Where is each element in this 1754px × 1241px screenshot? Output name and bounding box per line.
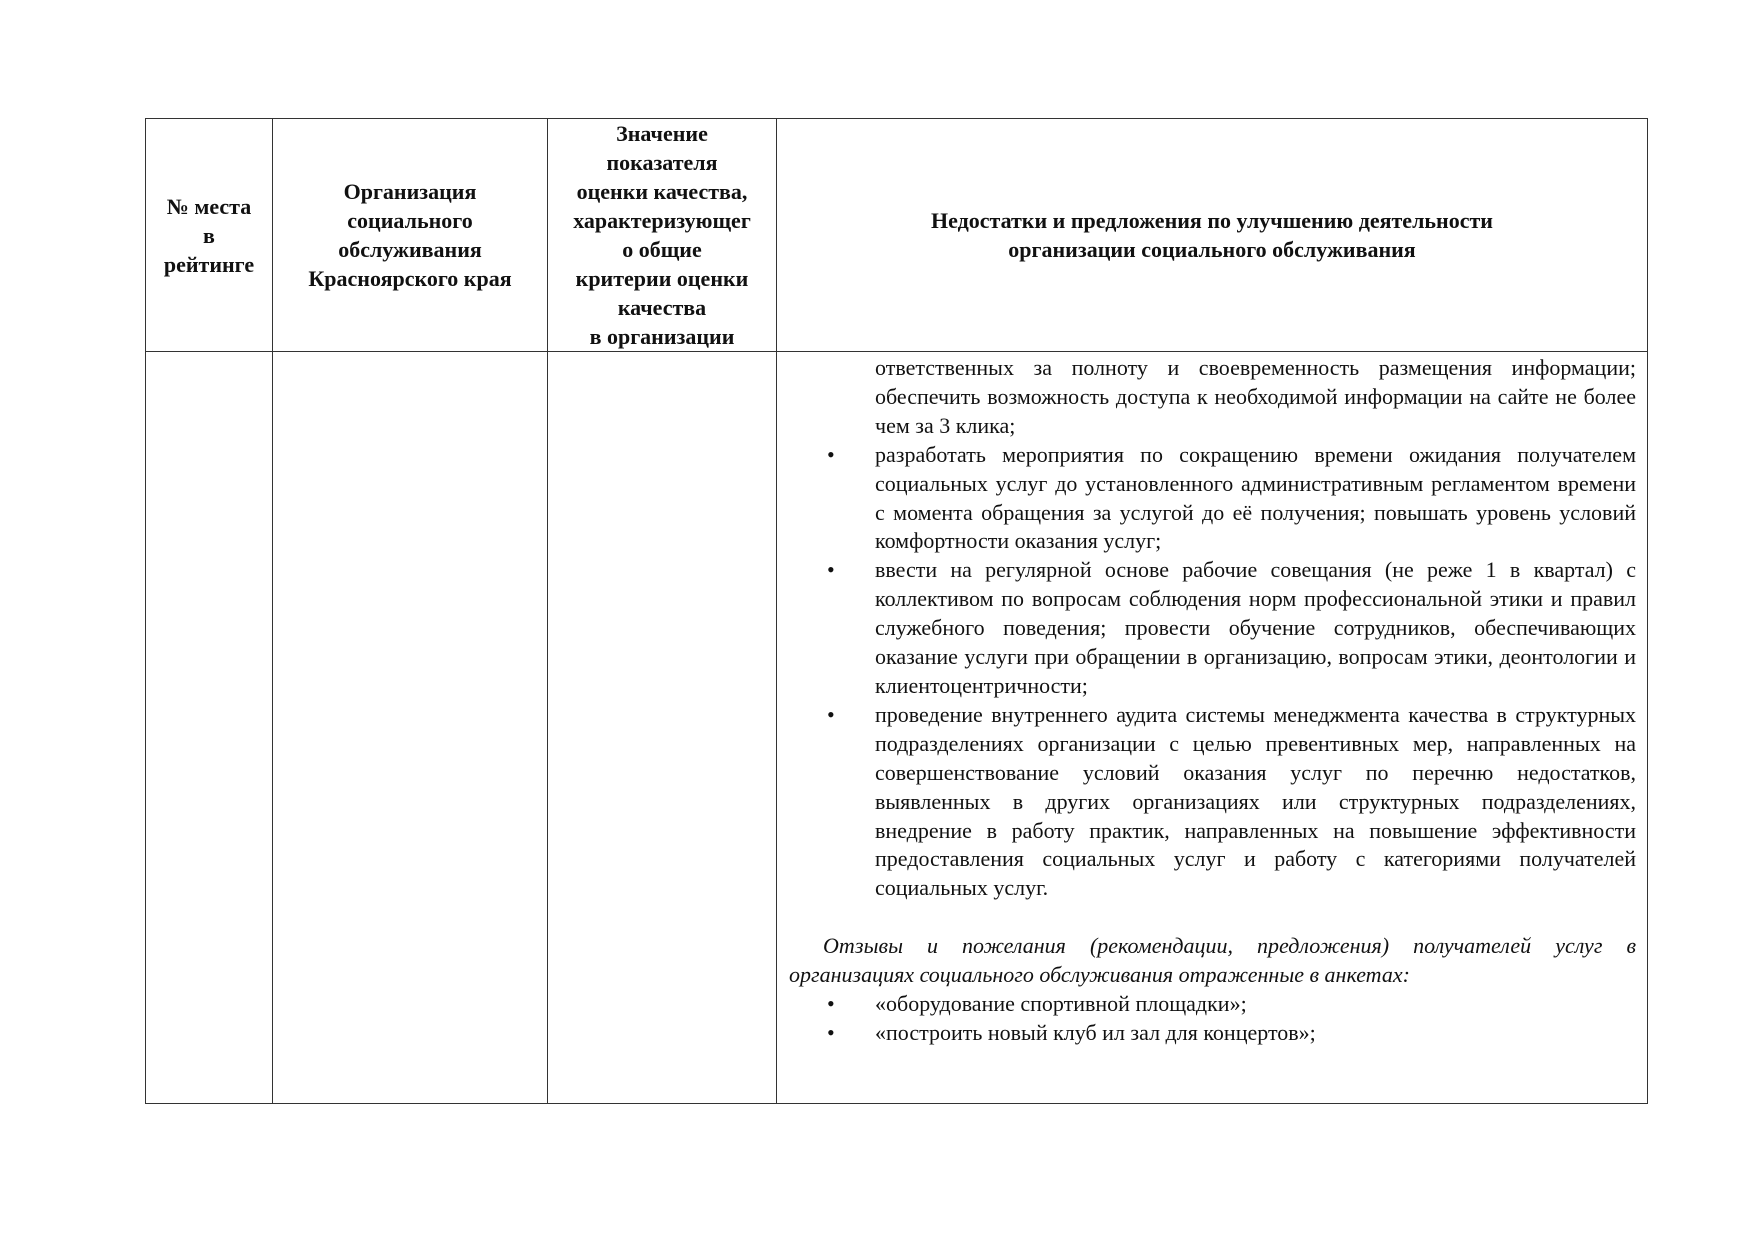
table-row [146,352,1648,1104]
bullet-icon: • [827,1019,835,1045]
feedback-list [789,990,1636,1048]
list-item: • «оборудование спортивной площадки»; [789,990,1636,1019]
list-item: • «построить новый клуб ил зал для концертов»; [789,1019,1636,1048]
header-organization: Организация социального обслуживания Красноярского края [273,119,548,352]
bullet-icon: • [827,441,835,467]
header-deficiencies: Недостатки и предложения по улучшению деятельности организации социального обслуживания [777,119,1648,352]
recommendation-list [789,354,1636,903]
header-row [146,119,1648,352]
list-item: • ввести на регулярной основе рабочие совещания (не реже 1 в квартал) с коллективом по вопросам соблюдения норм профессиональной этики и правил служебного поведения; провести обучение сотрудников, обеспечивающих оказание услуги при обращении в организацию, вопросам этики, деонтологии и клиентоцентричности; [827,557,1636,698]
cell-organization [273,352,548,1104]
bullet-icon: • [827,991,835,1017]
report-table [145,118,1648,1104]
list-item: ответственных за полноту и своевременность размещения информации; обеспечить возможность доступа к необходимой информации на сайте не более чем за 3 клика; [875,355,1636,438]
header-rank: № места в рейтинге [146,119,273,352]
bullet-icon: • [827,557,835,583]
deficiencies-content [777,354,1647,1048]
cell-rank [146,352,273,1104]
cell-score [548,352,777,1104]
header-score: Значение показателя оценки качества, характеризующег о общие критерии оценки качества в организации [548,119,777,352]
bullet-icon: • [827,701,835,727]
list-item: • разработать мероприятия по сокращению времени ожидания получателем социальных услуг до установленного административным регламентом времени с момента обращения за услугой до её получения; повышать уровень условий комфортности оказания услуг; [827,441,1636,554]
feedback-intro: Отзывы и пожелания (рекомендации, предложения) получателей услуг в организациях социального обслуживания отраженные в анкетах: [789,933,1636,988]
cell-deficiencies [777,352,1648,1104]
list-item: • проведение внутреннего аудита системы менеджмента качества в структурных подразделениях организации с целью превентивных мер, направленных на совершенствование условий оказания услуг по перечню недостатков, выявленных в других организациях или структурных подразделениях, внедрение в работу практик, направленных на повышение эффективности предоставления социальных услуг и работу с категориями получателей социальных услуг. [827,701,1636,901]
